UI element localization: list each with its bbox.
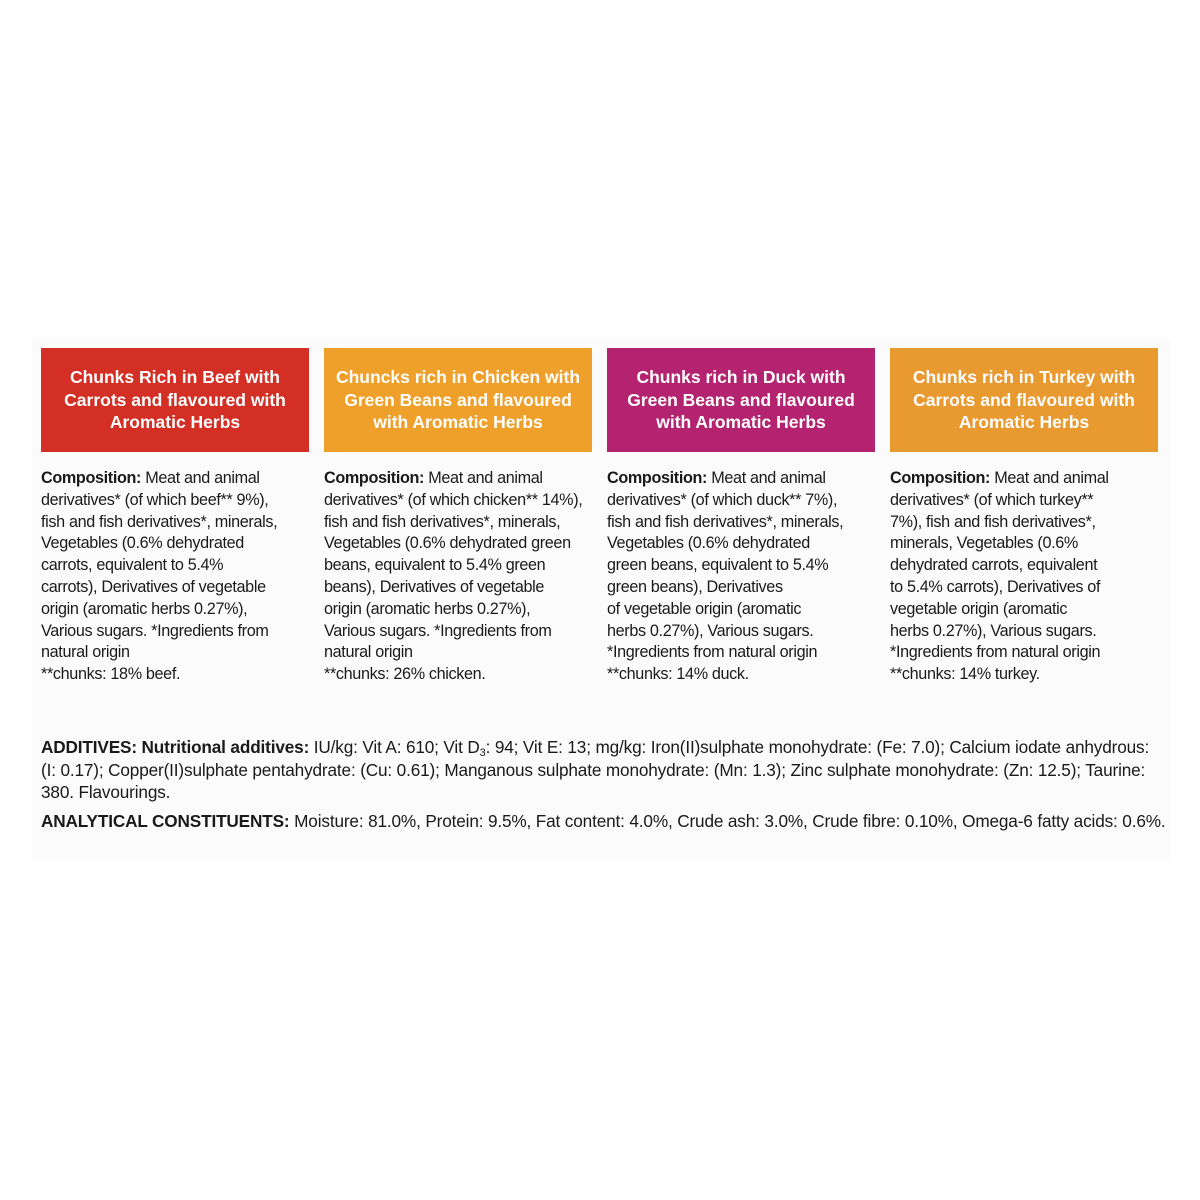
additives-section — [41, 736, 1166, 804]
composition-label: Composition: — [607, 469, 708, 487]
composition-label: Composition: — [890, 469, 991, 487]
composition-turkey — [890, 468, 1158, 686]
composition-duck — [607, 468, 875, 686]
composition-label: Composition: — [41, 469, 142, 487]
composition-chicken — [324, 468, 592, 686]
additives-text-2: : 94; Vit E: 13; mg/kg: Iron(II)sulphate monohydrate: (Fe: 7.0); Calcium iodate anhydrous: (I: 0.17); Copper(II)sulphate pentahydrate: (Cu: 0.61); Manganous sulphate monohydrate: (Mn: 1.3); Zinc sulphate monohydrate: (Zn: 12.5); Taurine: 380. Flavourings. — [41, 737, 1150, 803]
composition-text: Meat and animal derivatives* (of which duck** 7%), fish and fish derivatives*, minerals, Vegetables (0.6% dehydrated green beans, equivalent to 5.4% green beans), Derivatives of vegetable origin (aromatic herbs 0.27%), Various sugars. *Ingredients from natural origin **chunks: 14% duck. — [607, 469, 844, 684]
additives-label: ADDITIVES: Nutritional additives: — [41, 737, 310, 757]
composition-beef — [41, 468, 309, 686]
product-title-chicken: Chuncks rich in Chicken with Green Beans and flavoured with Aromatic Herbs — [324, 348, 592, 452]
product-title-duck: Chunks rich in Duck with Green Beans and flavoured with Aromatic Herbs — [607, 348, 875, 452]
additives-subscript: 3 — [479, 747, 486, 759]
analytical-constituents-section — [41, 810, 1166, 833]
product-title-beef: Chunks Rich in Beef with Carrots and flavoured with Aromatic Herbs — [41, 348, 309, 452]
product-column-chicken — [324, 348, 592, 686]
composition-text: Meat and animal derivatives* (of which beef** 9%), fish and fish derivatives*, minerals, Vegetables (0.6% dehydrated carrots, equivalent to 5.4% carrots), Derivatives of vegetable origin (aromatic herbs 0.27%), Various sugars. *Ingredients from natural origin **chunks: 18% beef. — [41, 469, 278, 684]
product-title-turkey: Chunks rich in Turkey with Carrots and flavoured with Aromatic Herbs — [890, 348, 1158, 452]
product-column-beef — [41, 348, 309, 686]
composition-text: Meat and animal derivatives* (of which turkey** 7%), fish and fish derivatives*, minerals, Vegetables (0.6% dehydrated carrots, equivalent to 5.4% carrots), Derivatives of vegetable origin (aromatic herbs 0.27%), Various sugars. *Ingredients from natural origin **chunks: 14% turkey. — [890, 469, 1109, 684]
composition-label: Composition: — [324, 469, 425, 487]
product-column-duck — [607, 348, 875, 686]
analytical-text: Moisture: 81.0%, Protein: 9.5%, Fat content: 4.0%, Crude ash: 3.0%, Crude fibre: 0.10%, Omega-6 fatty acids: 0.6%. — [289, 811, 1166, 831]
analytical-label: ANALYTICAL CONSTITUENTS: — [41, 811, 290, 831]
additives-text-1: IU/kg: Vit A: 610; Vit D — [309, 737, 480, 757]
composition-text: Meat and animal derivatives* (of which chicken** 14%), fish and fish derivatives*, minerals, Vegetables (0.6% dehydrated green beans, equivalent to 5.4% green beans), Derivatives of vegetable origin (aromatic herbs 0.27%), Various sugars. *Ingredients from natural origin **chunks: 26% chicken. — [324, 469, 583, 684]
product-column-turkey — [890, 348, 1158, 686]
